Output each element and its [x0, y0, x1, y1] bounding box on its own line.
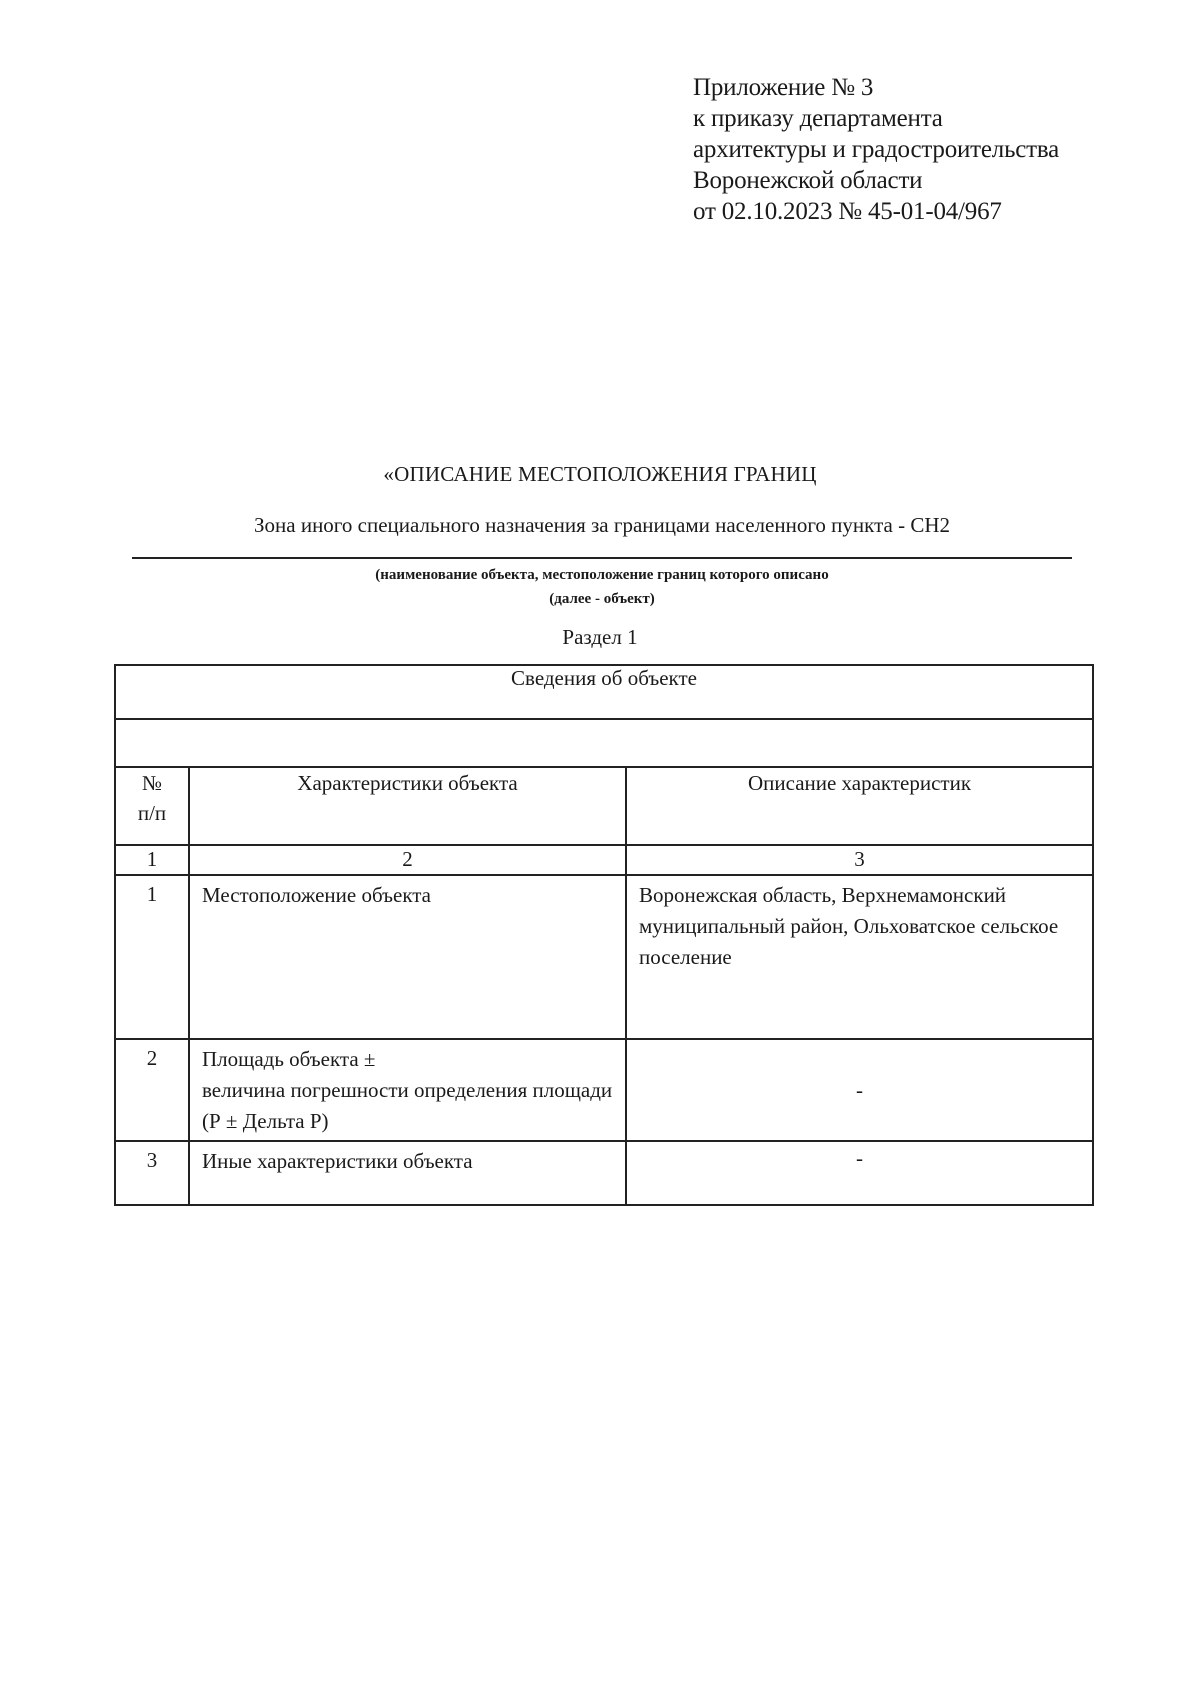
- column-header-num: [115, 767, 189, 845]
- column-number: 1: [115, 845, 189, 875]
- column-header-description: Описание характеристик: [626, 767, 1093, 845]
- appendix-line: к приказу департамента: [693, 105, 943, 132]
- row-description: -: [626, 1039, 1093, 1141]
- appendix-block: [693, 72, 1059, 227]
- column-header-num-line: п/п: [137, 801, 167, 825]
- object-name-underline: [132, 557, 1072, 559]
- table-row: [115, 875, 1093, 1039]
- appendix-line: Воронежской области: [693, 167, 923, 194]
- row-characteristic: Местоположение объекта: [189, 875, 626, 1039]
- object-info-table: [114, 664, 1094, 1206]
- row-characteristic-line: Площадь объекта ±: [202, 1047, 376, 1071]
- row-description: Воронежская область, Верхнемамонский муниципальный район, Ольховатское сельское поселение: [626, 875, 1093, 1039]
- table-heading-row: [115, 665, 1093, 719]
- table-row: [115, 1141, 1093, 1205]
- table-column-header-row: [115, 767, 1093, 845]
- table-empty-cell: [115, 719, 1093, 767]
- object-name-caption: [132, 563, 1072, 611]
- table-column-numbers-row: [115, 845, 1093, 875]
- appendix-line: архитектуры и градостроительства: [693, 136, 1060, 163]
- table-empty-row: [115, 719, 1093, 767]
- appendix-line: Приложение № 3: [693, 74, 874, 101]
- row-characteristic: Иные характеристики объекта: [189, 1141, 626, 1205]
- column-number: 2: [189, 845, 626, 875]
- row-characteristic: [189, 1039, 626, 1141]
- row-number: 1: [115, 875, 189, 1039]
- row-number: 3: [115, 1141, 189, 1205]
- caption-line: (далее - объект): [549, 591, 655, 607]
- caption-line: (наименование объекта, местоположение границ которого описано: [375, 567, 829, 583]
- row-description: -: [626, 1141, 1093, 1205]
- appendix-order-date: от 02.10.2023 № 45-01-04/967: [693, 198, 1002, 225]
- table-row: [115, 1039, 1093, 1141]
- column-header-characteristics: Характеристики объекта: [189, 767, 626, 845]
- document-title: «ОПИСАНИЕ МЕСТОПОЛОЖЕНИЯ ГРАНИЦ: [383, 462, 817, 486]
- row-characteristic-line: величина погрешности определения площади (Р ± Дельта Р): [202, 1078, 613, 1133]
- object-name: Зона иного специального назначения за границами населенного пункта - СН2: [254, 513, 950, 537]
- column-header-num-line: №: [141, 771, 163, 795]
- section-label: Раздел 1: [562, 625, 638, 649]
- row-number: 2: [115, 1039, 189, 1141]
- table-heading: Сведения об объекте: [115, 665, 1093, 719]
- column-number: 3: [626, 845, 1093, 875]
